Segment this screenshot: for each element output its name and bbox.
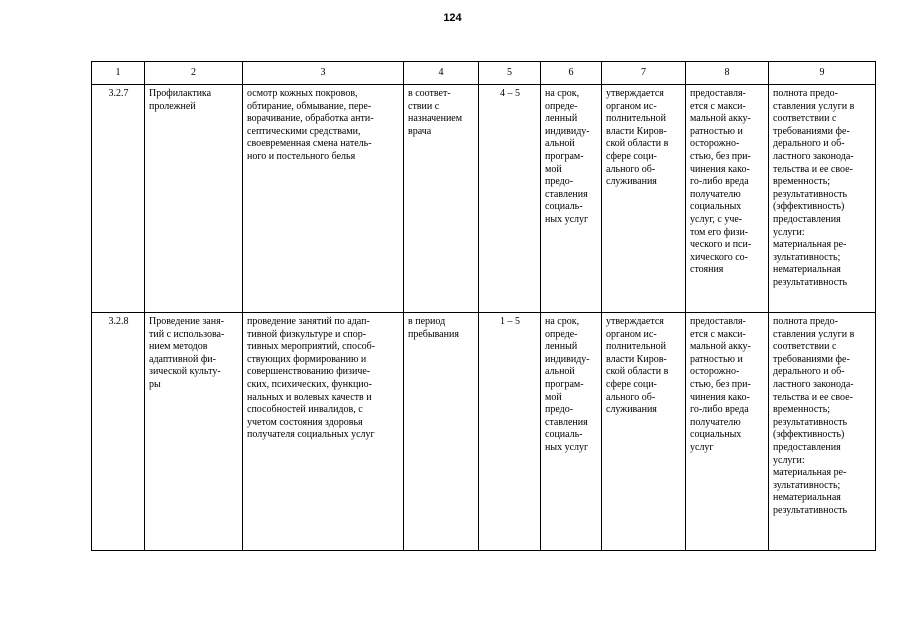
column-header: 1 [92,62,145,85]
column-header: 7 [602,62,686,85]
page-number: 124 [443,12,462,24]
services-table [91,61,876,551]
service-count: 1 – 5 [479,313,541,551]
service-frequency: в соответ- ствии с назначением врача [404,85,479,313]
service-number: 3.2.8 [92,313,145,551]
service-frequency: в период пребывания [404,313,479,551]
service-conditions: предоставля- ется с макси- мальной акку- ратностью и осторожно- стью, без при- чинения како- го-либо вреда получателю социальных услуг, с уче- том его физи- ческого и пси- хического со- стояния [686,85,769,313]
service-name: Профилактика пролежней [145,85,243,313]
service-conditions: предоставля- ется с макси- мальной акку- ратностью и осторожно- стью, без при- чинения како- го-либо вреда получателю социальных услуг [686,313,769,551]
table-row [92,313,876,551]
service-name: Проведение заня- тий с использова- нием методов адаптивной фи- зической культу- ры [145,313,243,551]
table-row [92,85,876,313]
column-header: 5 [479,62,541,85]
service-tariff: утверждается органом ис- полнительной власти Киров- ской области в сфере соци- ального об- служивания [602,313,686,551]
service-tariff: утверждается органом ис- полнительной власти Киров- ской области в сфере соци- ального об- служивания [602,85,686,313]
service-description: осмотр кожных покровов, обтирание, обмывание, пере- ворачивание, обработка анти- септическими средствами, своевременная смена натель- ного и постельного белья [243,85,404,313]
column-header: 8 [686,62,769,85]
service-term: на срок, опреде- ленный индивиду- альной програм- мой предо- ставления социаль- ных услуг [541,313,602,551]
service-term: на срок, опреде- ленный индивиду- альной програм- мой предо- ставления социаль- ных услуг [541,85,602,313]
service-quality: полнота предо- ставления услуги в соответствии с требованиями фе- дерального и об- ластного законода- тельства и ее свое- временность; результативность (эффективность) предоставления услуги: материальная ре- зультативность; нематериальная результативность [769,85,876,313]
service-quality: полнота предо- ставления услуги в соответствии с требованиями фе- дерального и об- ластного законода- тельства и ее свое- временность; результативность (эффективность) предоставления услуги: материальная ре- зультативность; нематериальная результативность [769,313,876,551]
column-header: 9 [769,62,876,85]
column-header: 6 [541,62,602,85]
service-number: 3.2.7 [92,85,145,313]
column-header: 4 [404,62,479,85]
service-count: 4 – 5 [479,85,541,313]
column-header: 2 [145,62,243,85]
column-header: 3 [243,62,404,85]
header-row [92,62,876,85]
service-description: проведение занятий по адап- тивной физкультуре и спор- тивных мероприятий, способ- ствующих формированию и совершенствованию физиче- ских, психических, функцио- нальных и волевых качеств и способностей инвалидов, с учетом состояния здоровья получателя социальных услуг [243,313,404,551]
